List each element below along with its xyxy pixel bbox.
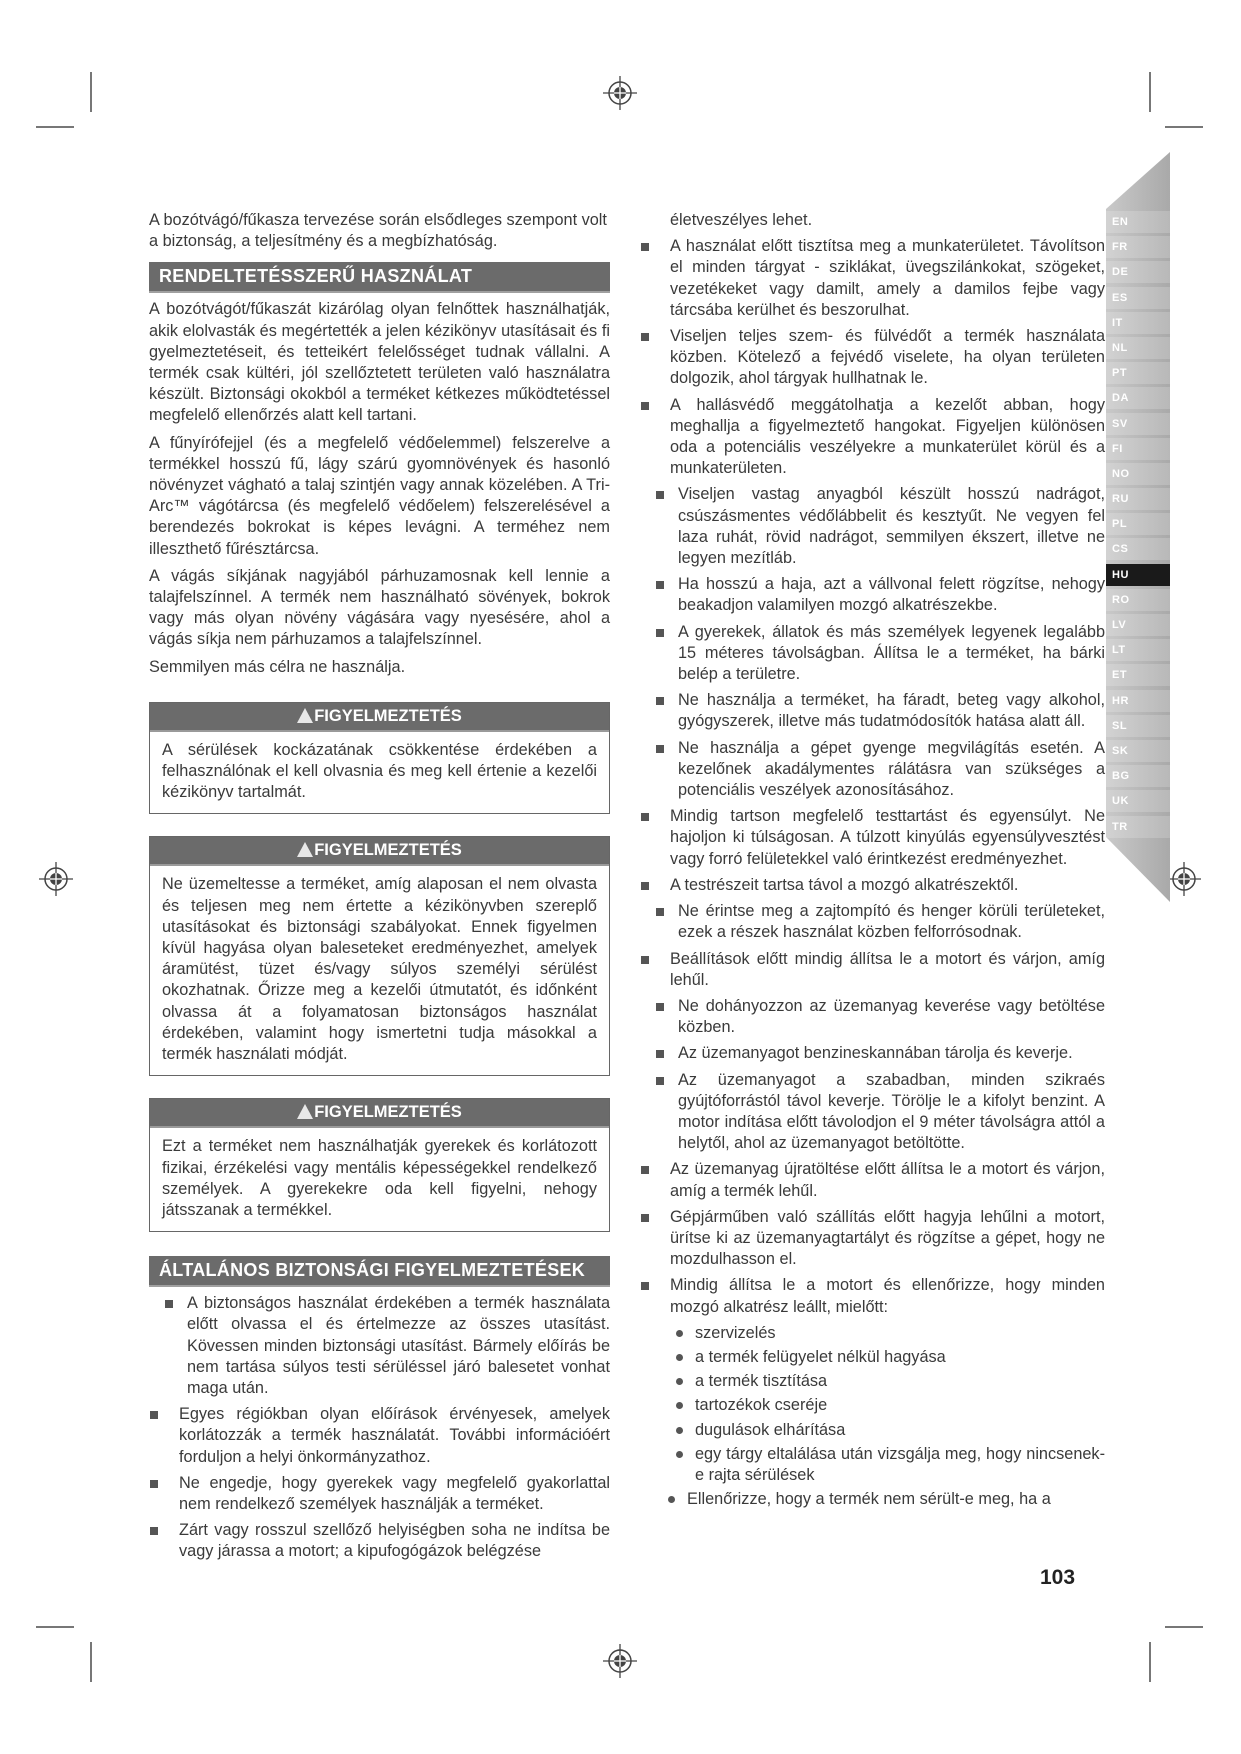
list-item: A biztonságos használat érdekében a termék használata előtt olvassa el és értelmezze az összes utasítást. Kövessen minden biztonsági utasítást. Bármely előírás be nem tartása súlyos testi sérüléssel járó balesetet vonhat maga után. <box>149 1293 610 1399</box>
registration-mark-icon <box>39 862 73 896</box>
crop-mark <box>90 72 92 112</box>
list-item: A hallásvédő meggátolhatja a kezelőt abban, hogy meghallja a figyelmeztető hangokat. Figyeljen különösen oda a potenciális veszélyekre a munkaterület körül és a munkaterületen. <box>640 395 1105 480</box>
intended-use-paragraph: A vágás síkjának nagyjából párhuzamosnak kell lennie a talajfelszínnel. A termék nem használható sövények, bokrok vagy más olyan növény vágására vagy nyesésére, ahol a vágás síkja nem párhuzamos a talajfelszínnel. <box>149 566 610 649</box>
crop-mark <box>1165 1626 1203 1628</box>
warning-triangle-icon <box>297 708 313 723</box>
page-number: 103 <box>1040 1566 1076 1589</box>
language-tab-sk[interactable]: SK <box>1106 740 1170 762</box>
registration-mark-icon <box>1167 862 1201 896</box>
language-tab-lv[interactable]: LV <box>1106 614 1170 636</box>
list-item: Mindig állítsa le a motort és ellenőrizze, hogy minden mozgó alkatrész leállt, mielőtt: <box>640 1275 1105 1317</box>
warning-title: FIGYELMEZTETÉS <box>314 706 462 725</box>
general-safety-list <box>149 1293 610 1562</box>
language-tab-et[interactable]: ET <box>1106 664 1170 686</box>
language-tab-no[interactable]: NO <box>1106 463 1170 485</box>
language-tab-fi[interactable]: FI <box>1106 438 1170 460</box>
sublist-item: a termék felügyelet nélkül hagyása <box>675 1347 1105 1368</box>
list-item: Az üzemanyagot a szabadban, minden szikraés gyújtóforrástól távol keverje. Törölje le a kifolyt benzint. A motor indítása előtt távolodjon el 9 méter távolságra attól a helytől, ahol az üzemanyagot betöltötte. <box>640 1070 1105 1155</box>
list-item: Ne használja a terméket, ha fáradt, beteg vagy alkohol, gyógyszerek, illetve más tudatmódosítók hatása alatt áll. <box>640 690 1105 732</box>
language-tab-fr[interactable]: FR <box>1106 236 1170 258</box>
language-tab-hr[interactable]: HR <box>1106 690 1170 712</box>
list-item: Az üzemanyagot benzineskannában tárolja és keverje. <box>640 1043 1105 1064</box>
language-tab-en[interactable]: EN <box>1106 211 1170 233</box>
sublist-item: egy tárgy eltalálása után vizsgálja meg, hogy nincsenek-e rajta sérülések <box>675 1444 1105 1486</box>
intended-use-paragraph: A fűnyírófejjel (és a megfelelő védőelemmel) felszerelve a termékkel hosszú fű, lágy szárú gyomnövények és hasonló növényzet vágható a talaj szintjén vagy annak közelében. A Tri-Arc™ vágótárcsa (és megfelelő védőelem) felszerelésével a berendezés bokrokat is képes levágni. A terméhez nem illeszthető fűrésztárcsa. <box>149 433 610 558</box>
warning-header <box>150 703 609 732</box>
warning-title: FIGYELMEZTETÉS <box>314 841 462 860</box>
final-bullet-list <box>667 1489 1105 1510</box>
sublist-item: dugulások elhárítása <box>675 1420 1105 1441</box>
left-column <box>149 210 610 1568</box>
safety-list-continued <box>640 210 1105 1318</box>
intro-paragraph: A bozótvágó/fűkasza tervezése során elsődleges szempont volt a biztonság, a teljesítmény és a megbízhatóság. <box>149 211 607 251</box>
registration-mark-icon <box>603 1644 637 1678</box>
warning-title: FIGYELMEZTETÉS <box>314 1103 462 1122</box>
warning-header <box>150 1099 609 1128</box>
list-item: Ne érintse meg a zajtompító és henger körüli területeket, ezek a részek használat közben felforrósodnak. <box>640 901 1105 943</box>
crop-mark <box>36 126 74 128</box>
right-column <box>640 210 1105 1513</box>
list-item: Gépjárműben való szállítás előtt hagyja lehűlni a motort, ürítse ki az üzemanyagtartályt és rögzítse a gépet, hogy ne mozdulhasson el. <box>640 1207 1105 1271</box>
language-tab-ro[interactable]: RO <box>1106 589 1170 611</box>
crop-mark <box>1149 72 1151 112</box>
list-item: Ne dohányozzon az üzemanyag keverése vagy betöltése közben. <box>640 996 1105 1038</box>
list-item: Zárt vagy rosszul szellőző helyiségben soha ne indítsa be vagy járassa a motort; a kipufogógázok belégzése <box>149 1520 610 1562</box>
language-tab-sl[interactable]: SL <box>1106 715 1170 737</box>
list-item: Ne engedje, hogy gyerekek vagy megfelelő gyakorlattal nem rendelkező személyek használják a terméket. <box>149 1473 610 1515</box>
list-item: Viseljen teljes szem- és fülvédőt a termék használata közben. Kötelező a fejvédő viselete, ha olyan területen dolgozik, ahol tárgyak hullhatnak le. <box>640 326 1105 390</box>
warning-text: Ne üzemeltesse a terméket, amíg alaposan el nem olvasta és teljesen meg nem értette a kézikönyvben szereplő utasításokat és biztonsági szabályokat. Ennek figyelmen kívül hagyása olyan baleseteket eredményezhet, amelyek áramütést, tüzet és/vagy súlyos személyi sérülést okozhatnak. Őrizze meg a kezelői útmutatót, és időnként olvassa át a folyamatosan biztonságos használat érdekében, valamint hogy ismertetni tudja másokkal a termék használati módját. <box>162 875 597 1064</box>
section-title-general-safety: ÁLTALÁNOS BIZTONSÁGI FIGYELMEZTETÉSEK <box>149 1256 610 1287</box>
list-item: A használat előtt tisztítsa meg a munkaterületet. Távolítson el minden tárgyat - sziklákat, üvegszilánkokat, szögeket, vezetékeket vagy damilt, amely a damilos fejbe vagy tárcsába kerülhet és beszorulhat. <box>640 236 1105 321</box>
language-tab-bg[interactable]: BG <box>1106 765 1170 787</box>
crop-mark <box>1149 1642 1151 1682</box>
sublist-item: a termék tisztítása <box>675 1371 1105 1392</box>
warning-text: Ezt a terméket nem használhatják gyerekek és korlátozott fizikai, érzékelési vagy mentális képességekkel rendelkező személyek. A gyerekekre oda kell figyelni, nehogy játsszanak a termékkel. <box>162 1137 597 1219</box>
language-tabs <box>1106 211 1170 841</box>
list-item: A testrészeit tartsa távol a mozgó alkatrészektől. <box>640 875 1105 896</box>
warning-text: A sérülések kockázatának csökkentése érdekében a felhasználónak el kell olvasnia és meg kell értenie a kezelői kézikönyv tartalmát. <box>162 740 597 802</box>
warning-box <box>149 836 610 1076</box>
crop-mark <box>36 1626 74 1628</box>
language-tab-tr[interactable]: TR <box>1106 816 1170 838</box>
intended-use-paragraph: A bozótvágót/fűkaszát kizárólag olyan felnőttek használhatják, akik elolvasták és megértették a jelen kézikönyv utasításait és fi gyelmeztetéseit, és tetteikért felelősséget tudnak vállalni. A termék csak kültéri, jól szellőztetett területen való használatra készült. Biztonsági okokból a terméket kétkezes működtetéssel megfelelő ellenőrzés alatt kell tartani. <box>149 300 610 425</box>
language-tab-cs[interactable]: CS <box>1106 538 1170 560</box>
language-tab-es[interactable]: ES <box>1106 287 1170 309</box>
language-tab-pl[interactable]: PL <box>1106 513 1170 535</box>
crop-mark <box>90 1642 92 1682</box>
list-item: Egyes régiókban olyan előírások érvényesek, amelyek korlátozzák a termék használatát. További információért forduljon a helyi önkormányzathoz. <box>149 1404 610 1468</box>
language-tab-hu[interactable]: HU <box>1106 564 1170 586</box>
language-tab-de[interactable]: DE <box>1106 261 1170 283</box>
language-tab-uk[interactable]: UK <box>1106 790 1170 812</box>
list-item-continued: életveszélyes lehet. <box>670 211 813 229</box>
language-tab-lt[interactable]: LT <box>1106 639 1170 661</box>
list-item: A gyerekek, állatok és más személyek legyenek legalább 15 méteres távolságban. Állítsa le a terméket, ha bárki belép a területre. <box>640 622 1105 686</box>
language-tab-ru[interactable]: RU <box>1106 488 1170 510</box>
crop-mark <box>1165 126 1203 128</box>
sublist-item: szervizelés <box>675 1323 1105 1344</box>
intended-use-paragraph: Semmilyen más célra ne használja. <box>149 657 406 676</box>
registration-mark-icon <box>603 76 637 110</box>
language-tab-da[interactable]: DA <box>1106 387 1170 409</box>
list-item: Beállítások előtt mindig állítsa le a motort és várjon, amíg lehűl. <box>640 949 1105 991</box>
warning-triangle-icon <box>297 842 313 857</box>
language-tab-pt[interactable]: PT <box>1106 362 1170 384</box>
section-title-intended-use: RENDELTETÉSSZERŰ HASZNÁLAT <box>149 262 610 293</box>
list-item: Ha hosszú a haja, azt a vállvonal felett rögzítse, nehogy beakadjon valamilyen mozgó alkatrészekbe. <box>640 574 1105 616</box>
stop-motor-sublist <box>675 1323 1105 1486</box>
warning-header <box>150 837 609 866</box>
sublist-item: Ellenőrizze, hogy a termék nem sérült-e meg, ha a <box>667 1489 1105 1510</box>
language-tab-nl[interactable]: NL <box>1106 337 1170 359</box>
warning-box <box>149 1098 610 1232</box>
language-tab-it[interactable]: IT <box>1106 312 1170 334</box>
list-item: Mindig tartson megfelelő testtartást és egyensúlyt. Ne hajoljon ki túlságosan. A túlzott kinyúlás egyensúlyvesztést vagy forró felületekkel való érintkezést eredményezhet. <box>640 806 1105 870</box>
list-item: Ne használja a gépet gyenge megvilágítás esetén. A kezelőnek akadálymentes rálátásra van szükséges a potenciális veszélyek azonosításához. <box>640 738 1105 802</box>
warning-triangle-icon <box>297 1104 313 1119</box>
sublist-item: tartozékok cseréje <box>675 1395 1105 1416</box>
list-item: Viseljen vastag anyagból készült hosszú nadrágot, csúszásmentes védőlábbelit és kesztyűt. Ne vegyen fel laza ruhát, rövid nadrágot, semmilyen ékszert, illetve ne legyen mezítláb. <box>640 484 1105 569</box>
language-tab-sv[interactable]: SV <box>1106 413 1170 435</box>
list-item: Az üzemanyag újratöltése előtt állítsa le a motort és várjon, amíg a termék lehűl. <box>640 1159 1105 1201</box>
warning-box <box>149 702 610 815</box>
